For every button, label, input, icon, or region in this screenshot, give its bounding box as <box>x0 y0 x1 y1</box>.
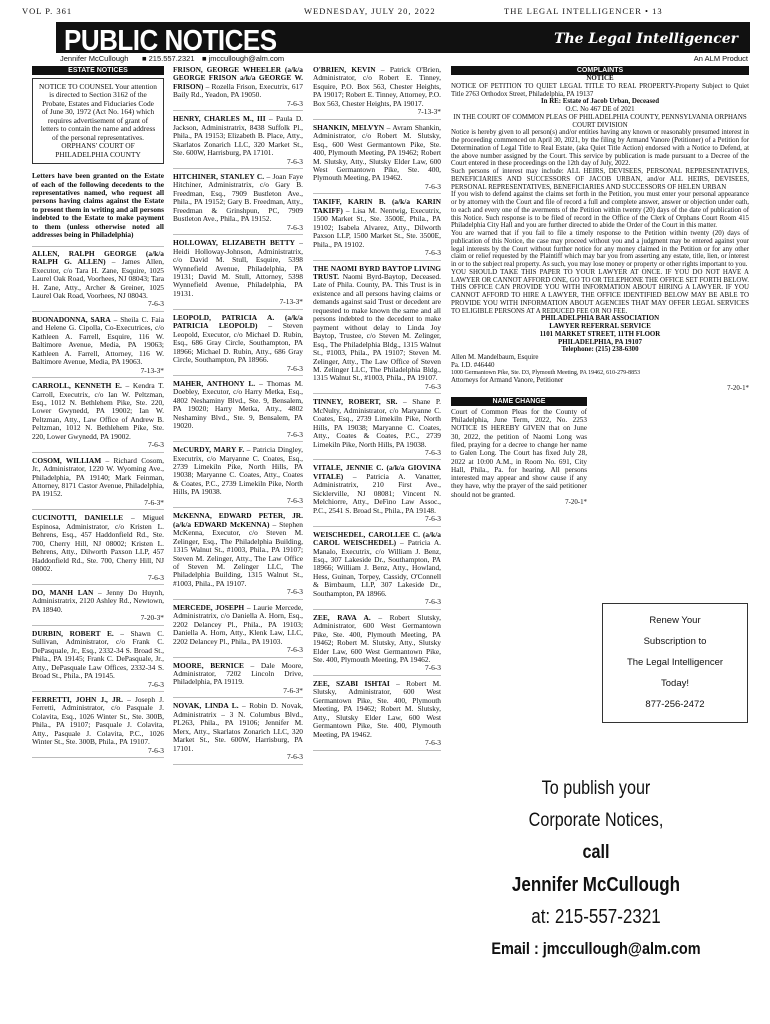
promo-line-2: Corporate Notices, <box>528 810 664 831</box>
volume-label: VOL P. 361 <box>22 6 73 16</box>
notice-number: 7-20-1* <box>565 499 587 507</box>
public-notices-banner <box>56 22 750 57</box>
decedent-name: FRISON, GEORGE WHEELER (a/k/a GEORGE FRISON a/k/a GEORGE W. FRISON) <box>173 65 303 91</box>
estate-notice <box>173 512 303 600</box>
notice-text: – Patrick O'Brien, Administrator, c/o Robert E. Tinney, Esquire, P.O. Box 563, Chester Heights, PA 19017; Robert E. Tinney, Attorney, P.O. Box 563, Chester Heights, PA 19017. <box>313 65 441 108</box>
notice-text: – Miguel Espinosa, Administrator, c/o Kristen L. Behrens, Esq., 457 Haddonfield Rd., Ste. 700, Cherry Hill, NJ 08002; Kristen L. Behrens, Atty., Dilworth Paxson LLP, 457 Haddonfield Rd., Ste. 700, Cherry Hill, NJ 08002. <box>32 513 164 574</box>
notice-number: 7-6-3 <box>147 679 164 689</box>
publish-promo <box>444 773 748 973</box>
promo-line-3: call <box>582 842 610 863</box>
notice-text: – Avram Shankin, Administrator, c/o Robert M. Slutsky, Esq., 600 West Germantown Pike, Ste. 400, Plymouth Meeting, PA 19462; Robert M. Slutsky, Atty., Slutsky Elder Law, 600 West Germantown Pike, Ste. 400, Plymouth Meeting, PA 19462. <box>313 122 441 183</box>
notice-text: – Robin D. Novak, Administratrix – 3 N. Columbus Blvd., PL263, Phila., PA 19106; Jennifer M. Merx, Atty., Skarlatos Zonarich LLC, 320 Market St., Ste. 600W, Harrisburg, PA 17101. <box>173 701 303 753</box>
notice-text: – Patricia A. Manalo, Executrix, c/o William J. Benz, Esq., 307 Lakeside Dr., Southampton, PA 18966; William J. Benz, Atty., Howland, Hess, Guinan, Torpey, Cassidy, O'Connell & Birnbaum, LLP, 307 Lakeside Dr., Southampton, PA 18966. <box>313 538 441 598</box>
decedent-name: SHANKIN, MELVYN <box>313 122 385 132</box>
decedent-name: McKENNA, EDWARD PETER, JR. (a/k/a EDWARD McKENNA) <box>173 511 303 529</box>
notice-text: – Patricia Dingley, Executrix, c/o Maryanne C. Coates, Esq., 2739 Limekiln Pike, North Hills, PA 19038; Maryanne C. Coates, Atty., Coates & Coates, P.C., 2739 Limekiln Pike, North Hills, PA 19038. <box>173 445 303 497</box>
notice-text: – Steven Leopold, Executor, c/o Michael D. Rubin, Esq., 686 Gray Circle, Southampton, PA 18966; Michael D. Rubin, Atty., 686 Gray Circle, Southampton, PA 18966. <box>173 321 303 365</box>
notice-text: – Stephen McKenna, Executor, c/o Steven M. Zelinger, Esq., The Philadelphia Building, 1315 Walnut St., #1003, Phila., PA 19107; Steven M. Zelinger, Atty., The Law Office of Steven M. Zelinger LLC, The Philadelphia Building, 1315 Walnut St., #1003, Phila., PA 19107. <box>173 519 303 588</box>
bar-city: PHILADELPHIA, PA 19107 <box>558 338 642 346</box>
notice-text: – James Allen, Executor, c/o Tara H. Zane, Esquire, 1025 Laurel Oak Road, Voorhees, NJ 08043; Tara H. Zane, Atty., Archer & Greiner, 1025 Laurel Oak Road, Voorhees, NJ 08043. <box>32 257 164 300</box>
notice-text: – Robert Slutsky, Administrator, 600 West Germantown Pike, Ste. 400, Plymouth Meeting, PA 19462; Robert M. Slutsky, Atty., Slutsky Elder Law, 600 West Germantown Pike, Ste. 400, Plymouth Meeting, PA 19462. <box>313 612 441 664</box>
notice-number: 7-20-1* <box>727 385 749 392</box>
notice-text: – Jenny Do Huynh, Administratrix, 2120 Ashley Rd., Newtown, PA 18940. <box>32 588 164 614</box>
name-change-text: Court of Common Pleas for the County of Philadelphia, June Term, 2022, No. 2253 NOTICE IS HEREBY GIVEN that on June 30, 2022, the petition of Naomi Long was filed, praying for a decree to change her name to Galen Long. The Court has fixed July 28, 2022 at 10:00 A.M., in Room No. 691, City Hall, Phila., Pa. for hearing. All persons interested may appear and show cause if any they have, why the prayer of the said petitioner should not be granted. <box>451 407 587 499</box>
decedent-name: THE NAOMI BYRD BAYTOP LIVING TRUST. <box>313 263 441 281</box>
notice-number: 7-6-3 <box>147 440 164 450</box>
estate-notice <box>173 446 303 508</box>
estate-notice <box>32 696 164 758</box>
signature-role: Attorneys for Armand Vanore, Petitioner <box>451 377 564 385</box>
renew-line-4: Today! <box>661 678 689 689</box>
notice-number: 7-6-3 <box>424 248 441 258</box>
notice-number: 7-6-3 <box>147 572 164 582</box>
notice-text: – Laurie Mercede, Administratrix, c/o Daniella A. Horn, Esq., 2202 Delancey Pl., Phila., PA 19103; Daniella A. Horn, Atty., Klenk Law, LLC, 2202 Delancey Pl., Phila., PA 19103. <box>173 602 303 646</box>
estate-notice <box>313 124 441 195</box>
notice-number: 7-6-3 <box>286 495 303 505</box>
name-change-section <box>451 397 587 507</box>
notice-number: 7-6-3 <box>286 752 303 762</box>
notice-text: – Patricia A. Vanatter, Administratrix, 210 First Ave., Sicklerville, NJ 08081; Vincent N. Melchiorre, Atty., DeFino Law Assoc., P.C., 2541 S. Broad St., Phila., PA 19148. <box>313 471 441 515</box>
estate-notice <box>173 66 303 111</box>
notice-number: 7-6-3 <box>286 363 303 373</box>
estate-column-1 <box>32 66 164 762</box>
decedent-name: CARROLL, KENNETH E. <box>32 381 122 391</box>
date-label: WEDNESDAY, JULY 20, 2022 <box>304 6 436 16</box>
estate-notices-caption: ESTATE NOTICES <box>32 66 164 75</box>
decedent-name: McCURDY, MARY F. <box>173 445 245 455</box>
notice-number: 7-6-3 <box>147 299 164 309</box>
contact-name: Jennifer McCullough <box>60 54 129 63</box>
signature-address: 1000 Germantown Pike, Ste. D3, Plymouth Meeting, PA 19462, 610-279-8853 <box>451 369 641 376</box>
estate-column-3 <box>313 66 441 755</box>
complaints-section <box>451 66 749 507</box>
decedent-name: ZEE, SZABI ISHTAI <box>313 678 390 688</box>
decedent-name: FERRETTI, JOHN J., JR. <box>32 695 123 704</box>
estate-notice <box>32 457 164 511</box>
decedent-name: DO, MANH LAN <box>32 588 94 598</box>
estate-notice <box>313 680 441 751</box>
estate-notice <box>313 614 441 676</box>
estate-notice <box>173 662 303 699</box>
notice-number: 7-6-3 <box>147 745 164 755</box>
estate-notice <box>313 531 441 610</box>
contact-bar <box>56 53 750 64</box>
bar-telephone: Telephone: (215) 238-6300 <box>561 346 639 354</box>
estate-notice <box>313 198 441 260</box>
alm-product-label: An ALM Product <box>693 54 748 63</box>
notice-number: 7-6-3 <box>424 181 441 191</box>
notice-to-counsel-box <box>32 78 164 164</box>
signature-id: Pa. I.D. #46440 <box>451 361 495 369</box>
decedent-name: MOORE, BERNICE <box>173 660 244 670</box>
notice-number: 7-6-3 <box>424 514 441 524</box>
notice-text: – Dale Moore, Administrator, 7202 Lincoln Drive, Philadelphia, PA 19119. <box>173 660 303 687</box>
notice-text: – Shawn C. Sullivan, Administrator, c/o Frank C. DePasquale, Jr., Esq., 2332-34 S. Broad St., Phila., PA 19145; Frank C. DePasquale, Jr., Atty., DePasquale Law Offices, 2332-34 S. Broad St., Phila., PA 19145. <box>32 628 164 681</box>
notice-number: 7-6-3* <box>144 497 164 507</box>
estate-notice <box>32 589 164 626</box>
complaint-oc-number: O.C. No 467 DE of 2021 <box>565 106 635 113</box>
complaint-para-3: If you wish to defend against the claims set forth in the Petition, you must enter your personal appearance or by attorney with the Court and file of record a full and complete answer, answer or objection under oath, to each and every one of the averments of the Petition within twenty (20) days of the date of publication of this Notice. Such response is to be filed of record in the Office of the Clerk of Orphans Court Room 415 Philadelphia City Hall and you are further directed to abide the Order of the Court in this matter. <box>451 191 749 230</box>
notice-number: 7-6-3 <box>424 448 441 458</box>
notice-text: – Sheila C. Faia and Helene G. Cipolla, Co-Executrices, c/o Kathleen A. Farrell, Esquire, 116 W. Baltimore Avenue, Media, PA 19063; Kathleen A. Farrell, Attorney, 116 W. Baltimore Avenue, Media, PA 19063. <box>32 314 164 367</box>
contact-phone: ■ 215.557.2321 <box>142 54 195 63</box>
decedent-name: BUONADONNA, SARA <box>32 314 111 324</box>
decedent-name: MAHER, ANTHONY L. <box>173 378 256 388</box>
notice-number: 7-6-3 <box>286 429 303 439</box>
notice-number: 7-6-3 <box>424 381 441 391</box>
lawyer-referral: LAWYER REFERRAL SERVICE <box>549 323 651 330</box>
estate-column-2 <box>173 66 303 769</box>
notice-text: – Paula D. Jackson, Administratrix, 8438 Suffolk Pl., Phila., PA 19153; Elizabeth B. Place, Atty., Skarlatos Zonarich LLC, 320 Market St., Ste. 600W, Harrisburg, PA 17101. <box>173 114 304 158</box>
complaint-para-4: You are warned that if you fail to file a timely response to the Petition within twenty (20) days of publication of this Notice, the case may proceed without you and a judgment may be entered against your legal interests by the Court without further notice for any money claimed in the Petition or for any other claim or relief requested by the Plaintiff which may bar you from asserting any estate, title, lien, or interest in or to the subject real property. As such, you may lose money or property or other rights important to you. <box>451 230 749 268</box>
renew-phone: 877-256-2472 <box>645 699 705 710</box>
estate-notice <box>32 250 164 312</box>
estate-notice <box>32 514 164 585</box>
notice-text: – Robert M. Slutsky, Administrator, 600 West Germantown Pike, Ste. 400, Plymouth Meeting, PA 19462; Robert M. Slutsky, Atty., Slutsky Elder Law, 600 West Germantown Pike, Ste. 400, Plymouth Meeting, PA 19462. <box>313 678 441 739</box>
complaint-para-2: Such persons of interest may include: ALL HEIRS, DEVISEES, PERSONAL REPRESENTATIVES, BENEFICIARIES AND SUCCESSORS OF JACOB URBAN, and/or ALL HEIRS, DEVISEES, PERSONAL REPRESENTATIVES, BENEFICIARIES AND SUCCESSORS OF HELEN URBAN <box>451 168 749 191</box>
complaint-para-1: Notice is hereby given to all person(s) and/or entities having any known or reasonably presumed interest in the proceeding commenced on April 30, 2021, by the filing by Armand Vanore (Petitioner) of a Petition for Determination of Legal Title to Real Estate, (aka Quiet Title Action) endorsed with a Notice to Defend, at the above number assigned by the Court. This service by publication is made pursuant to a Decree of the Court entered in these proceedings on the 12th day of July, 2022. <box>451 129 749 168</box>
notice-number: 7-13-3* <box>279 297 303 307</box>
decedent-name: WEISCHEDEL, CAROLLEE C. (a/k/a CAROL WEISCHEDEL) <box>313 529 441 548</box>
legal-intelligencer-logo: The Legal Intelligencer <box>554 31 738 47</box>
complaints-caption: COMPLAINTS <box>451 66 749 75</box>
estate-notice <box>173 604 303 658</box>
estate-notice <box>313 398 441 460</box>
promo-phone: at: 215-557-2321 <box>531 906 661 928</box>
decedent-name: MERCEDE, JOSEPH <box>173 602 245 612</box>
decedent-name: COSOM, WILLIAM <box>32 455 102 465</box>
promo-line-1: To publish your <box>541 778 651 799</box>
notice-text: – Lisa M. Nentwig, Executrix, 1500 Market St., Ste. 3500E, Phila., PA 19102; Isabela Alvarez, Atty., Dilworth Paxson LLP, 1500 Market St., Ste. 3500E, Phila., PA 19102. <box>313 205 441 249</box>
signature-name: Allen M. Mandelbaum, Esquire <box>451 354 539 361</box>
notice-number: 7-6-3 <box>424 663 441 673</box>
complaint-court: IN THE COURT OF COMMON PLEAS OF PHILADELPHIA COUNTY, PENNSYLVANIA ORPHANS COURT DIVISION <box>453 113 747 129</box>
notice-number: 7-6-3 <box>286 98 303 108</box>
decedent-name: ALLEN, RALPH GEORGE (a/k/a RALPH G. ALLEN) <box>32 248 164 267</box>
banner-title: PUBLIC NOTICES <box>64 23 277 57</box>
page-header <box>22 6 748 18</box>
notice-text: – Richard Cosom, Jr., Administrator, 1220 W. Wyoming Ave., Philadelphia, PA 19140; Mark Feinman, Attorney, 8171 Castor Avenue, Philadelphia, PA 19152. <box>32 455 164 499</box>
bar-association: PHILADELPHIA BAR ASSOCIATION <box>540 315 660 323</box>
estate-intro: Letters have been granted on the Estate of each of the following decedents to the representatives named, who request all persons having claims against the Estate to present them in writing and all persons indebted to the Estate to make payment to them (unless otherwise noted all addresses being in Philadelphia) <box>32 171 164 240</box>
decedent-name: O'BRIEN, KEVIN <box>313 65 376 74</box>
notice-text: – Joseph J. Ferretti, Administrator, c/o Pasquale J. Colavita, Esq., 1026 Winter St., Ste. 300B, Phila., PA 19107; Pasquale J. Colavita, Atty., Pasquale J. Colavita, P.C., 1026 Winter St., Ste. 300B, Phila., PA 19107. <box>32 695 164 747</box>
decedent-name: VITALE, JENNIE C. (a/k/a GIOVINA VITALE) <box>313 463 441 481</box>
notice-text: – Rozella Frison, Executrix, 617 Baily Rd., Yeadon, PA 19050. <box>173 81 303 100</box>
decedent-name: HENRY, CHARLES M., III <box>173 114 266 124</box>
estate-notice <box>32 382 164 453</box>
decedent-name: LEOPOLD, PATRICIA A. (a/k/a PATRICIA LEOPOLD) <box>173 312 303 331</box>
decedent-name: TINNEY, ROBERT, SR. <box>313 397 398 407</box>
paper-name: THE LEGAL INTELLIGENCER • 13 <box>504 6 663 16</box>
promo-name: Jennifer McCullough <box>511 874 681 896</box>
estate-notice <box>32 630 164 692</box>
notice-number: 7-20-3* <box>140 613 164 623</box>
estate-notice <box>173 239 303 310</box>
decedent-name: NOVAK, LINDA L. <box>173 701 239 711</box>
notice-text: – Thomas M. Doebley, Executor, c/o Harry Metka, Esq., 4802 Neshaminy Blvd., Ste. 9, Bensalem, PA 19020; Harry Metka, Atty., 4802 Neshaminy Blvd., Ste. 9, Bensalem, PA 19020. <box>173 378 303 431</box>
complaint-title: NOTICE <box>586 75 614 82</box>
name-change-caption: NAME CHANGE <box>451 397 587 406</box>
contact-email[interactable]: ■ jmccullough@alm.com <box>202 54 285 63</box>
complaint-para-5: YOU SHOULD TAKE THIS PAPER TO YOUR LAWYER AT ONCE. IF YOU DO NOT HAVE A LAWYER OR CANNOT AFFORD ONE, GO TO OR TELEPHONE THE OFFICE SET FORTH BELOW. THIS OFFICE CAN PROVIDE YOU WITH INFORMATION ABOUT HIRING A LAWYER. IF YOU CANNOT AFFORD TO HIRE A LAWYER, THE OFFICE IDENTIFIED BELOW MAY BE ABLE TO PROVIDE YOU WITH INFORMATION ABOUT AGENCIES THAT MAY OFFER LEGAL SERVICES TO ELIGIBLE PERSONS AT A REDUCED FEE OR NO FEE. <box>451 268 749 315</box>
decedent-name: TAKIFF, KARIN B. (a/k/a KARIN TAKIFF) <box>313 197 441 215</box>
bar-address: 1101 MARKET STREET, 11TH FLOOR <box>539 330 661 338</box>
estate-notice <box>173 115 303 169</box>
estate-notice <box>173 380 303 442</box>
notice-text: – Joan Faye Hitchiner, Administratrix, c/o Gary B. Freedman, Esq., 7909 Bustleton Ave., Phila., PA 19152; Gary B. Freedman, Atty., Freedman & Grinshpun, PC, 7909 Bustleton Ave., Phila., PA 19152. <box>173 171 304 224</box>
notice-text: – Heidi Holloway-Johnson, Administratrix, c/o David M. Stull, Esquire, 5398 Wynnefield Avenue, Philadelphia, PA 19131; David M. Stull, Attorney, 5398 Wynnefield Avenue, Philadelphia, PA 19131. <box>173 238 303 298</box>
notice-number: 7-6-3 <box>286 222 303 232</box>
estate-notice <box>313 265 441 395</box>
decedent-name: HITCHINER, STANLEY C. <box>173 171 265 181</box>
notice-text: – Shane P. McNulty, Administrator, c/o Maryanne C. Coates, Esq., 2739 Limekiln Pike, North Hills, PA 19038; Maryanne C. Coates, Atty., Coates & Coates, P.C., 2739 Limekiln Pike, North Hills, PA 19038. <box>313 397 441 449</box>
complaint-subject: NOTICE OF PETITION TO QUIET LEGAL TITLE TO REAL PROPERTY-Property Subject to Quiet Title 2763 Orthodox Street, Philadelphia, PA 19137 <box>451 82 749 98</box>
decedent-name: ZEE, RAVA A. <box>313 612 371 622</box>
notice-text: – Kendra T. Carroll, Executrix, c/o Ian W. Peltzman, Esq., 1012 N. Bethlehem Pike, Ste. 220, Lower Gwynedd, PA 19002; Ian W. Peltzman, Atty., Law Office of Andrew B. Peltzman, 1012 N. Bethlehem Pike, Ste. 220, Lower Gwynedd, PA 19002. <box>32 381 164 441</box>
notice-number: 7-6-3 <box>424 738 441 748</box>
notice-number: 7-6-3 <box>286 156 303 166</box>
estate-notice <box>173 314 303 376</box>
estate-notice <box>173 173 303 235</box>
notice-to-counsel-text: NOTICE TO COUNSEL Your attention is directed to Section 3162 of the Probate, Estates and Fiduciaries Code of June 30, 1972 (Act No. 164) which requires advertisement of grant of letters to contain the name and address of the personal representatives. ORPHANS' COURT OF PHILADELPHIA COUNTY <box>39 82 157 159</box>
notice-text: Naomi Byrd-Baytop, Deceased. Late of Phila. County, PA. This Trust is in existence and all persons having claims or demands against said Trust or decedent are requested to make known the same and all persons indebted to the decedent to make payment without delay to Linda Joy Baytop, Trustee, c/o Steven M. Zelinger, Esq., The Philadelphia Bldg., 1315 Walnut St., #1003, Phila., PA 19107; Steven M. Zelinger, Atty., The Law Office of Steven M. Zelinger LLC, The Philadelphia Bldg., 1315 Walnut St., #1003, Phila., PA 19107. <box>313 271 441 383</box>
estate-notice <box>313 464 441 526</box>
decedent-name: HOLLOWAY, ELIZABETH BETTY <box>173 238 296 248</box>
promo-email[interactable]: Email : jmccullough@alm.com <box>491 939 701 958</box>
estate-notice <box>313 66 441 120</box>
complaint-re: In RE: Estate of Jacob Urban, Deceased <box>540 98 660 106</box>
decedent-name: DURBIN, ROBERT E. <box>32 628 114 638</box>
notice-number: 7-13-3* <box>140 365 164 375</box>
estate-notice <box>173 702 303 764</box>
notice-number: 7-6-3* <box>283 685 303 695</box>
estate-notice <box>32 316 164 378</box>
renew-line-1: Renew Your <box>649 615 701 626</box>
notice-number: 7-6-3 <box>424 597 441 607</box>
notice-number: 7-6-3 <box>286 645 303 655</box>
decedent-name: CUCINOTTI, DANIELLE <box>32 513 124 523</box>
notice-number: 7-6-3 <box>286 587 303 597</box>
renew-subscription-box[interactable] <box>602 603 748 723</box>
notice-number: 7-13-3* <box>417 107 441 117</box>
renew-line-3: The Legal Intelligencer <box>626 657 724 668</box>
renew-line-2: Subscription to <box>643 636 707 647</box>
